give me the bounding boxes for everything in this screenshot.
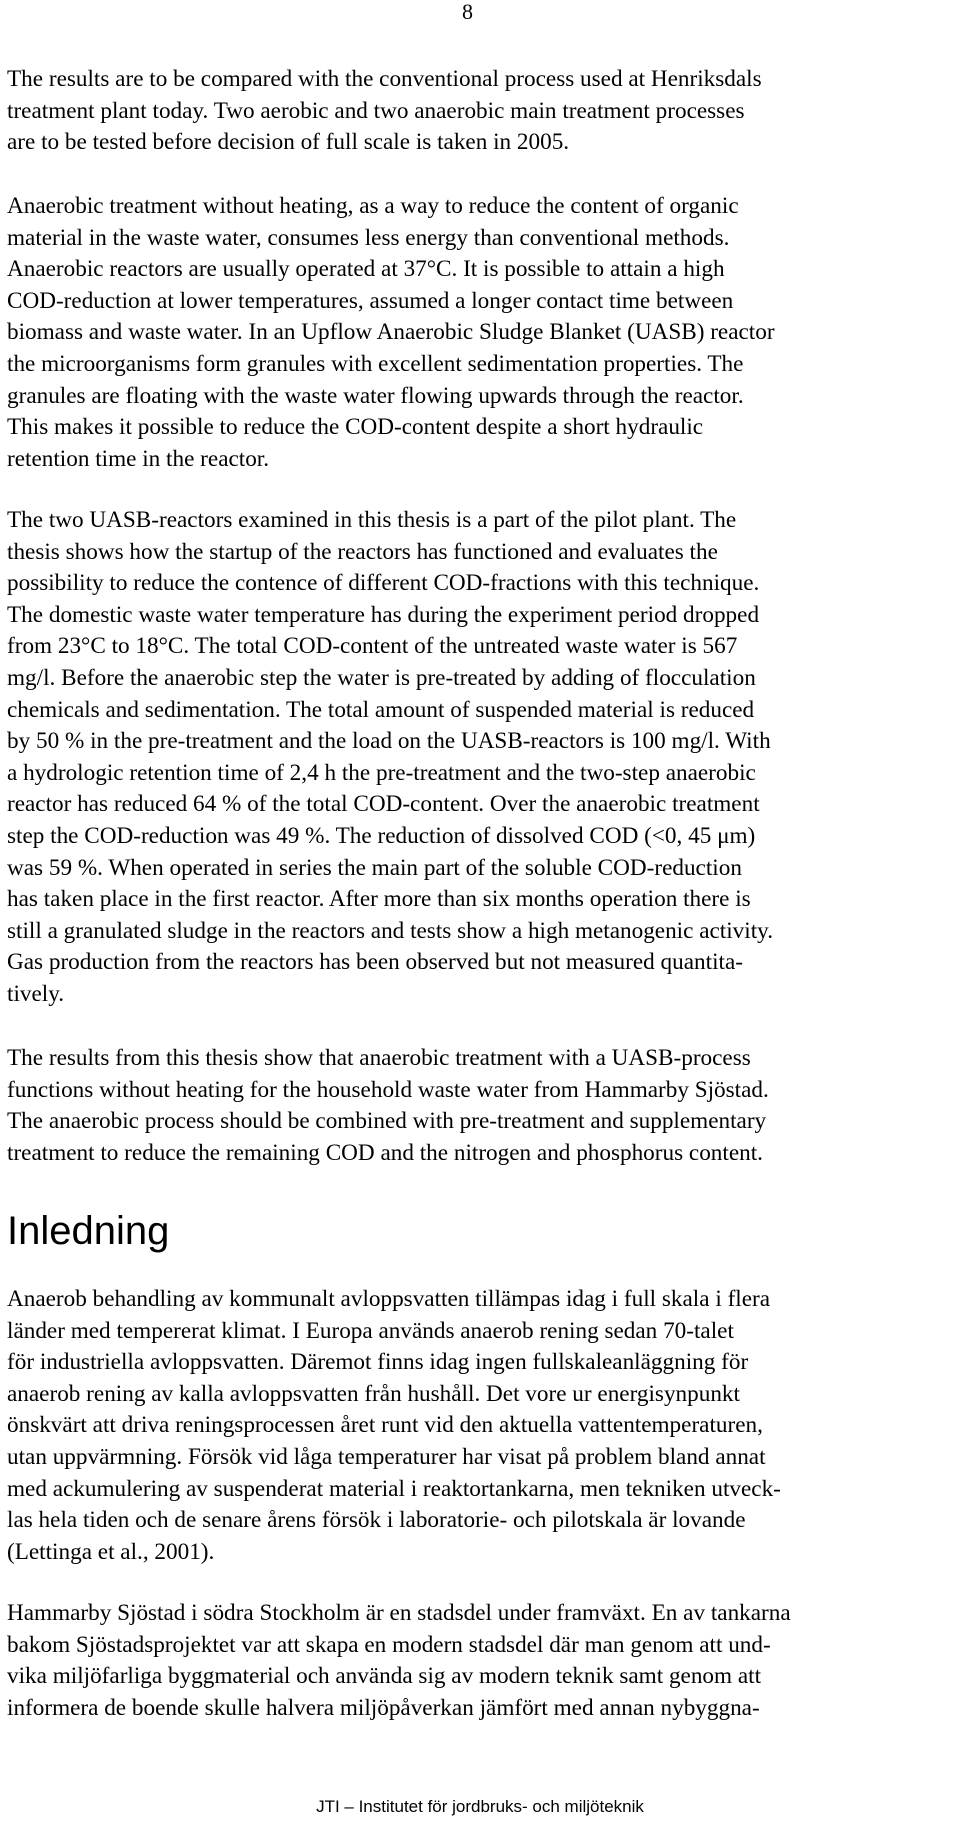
text-line: Anaerob behandling av kommunalt avloppsvatten tillämpas idag i full skala i flera	[7, 1286, 771, 1312]
text-line: tively.	[7, 980, 65, 1007]
text-line: The two UASB-reactors examined in this thesis is a part of the pilot plant. The	[7, 507, 737, 533]
text-line: chemicals and sedimentation. The total amount of suspended material is reduced	[7, 696, 755, 723]
text-line: treatment to reduce the remaining COD and the nitrogen and phosphorus content.	[7, 1139, 763, 1166]
page-number: 8	[462, 0, 473, 24]
text-line: was 59 %. When operated in series the main part of the soluble COD-reduction	[7, 854, 742, 881]
text-line: informera de boende skulle halvera miljöpåverkan jämfört med annan nybyggna-	[7, 1694, 760, 1721]
paragraph-results-comparison	[7, 64, 957, 159]
text-line: from 23°C to 18°C. The total COD-content of the untreated waste water is 567	[7, 633, 738, 660]
text-line: mg/l. Before the anaerobic step the water is pre-treated by adding of flocculation	[7, 664, 756, 691]
text-line: (Lettinga et al., 2001).	[7, 1538, 215, 1565]
text-line: Anaerobic reactors are usually operated at 37°C. It is possible to attain a high	[7, 256, 725, 283]
text-line: are to be tested before decision of full scale is taken in 2005.	[7, 129, 570, 156]
text-line: step the COD-reduction was 49 %. The reduction of dissolved COD (<0, 45 μm)	[7, 822, 756, 849]
text-line: las hela tiden och de senare årens försök i laboratorie- och pilotskala är lovande	[7, 1507, 746, 1534]
text-line: The results from this thesis show that anaerobic treatment with a UASB-process	[7, 1045, 751, 1071]
text-line: The anaerobic process should be combined with pre-treatment and supplementary	[7, 1108, 767, 1135]
text-line: The results are to be compared with the conventional process used at Henriksdals	[7, 66, 762, 92]
text-line: COD-reduction at lower temperatures, assumed a longer contact time between	[7, 287, 734, 314]
text-line: Anaerobic treatment without heating, as a way to reduce the content of organic	[7, 193, 739, 219]
paragraph-hammarby-sjostad	[7, 1598, 957, 1724]
paragraph-thesis-results	[7, 1043, 957, 1169]
text-line: granules are floating with the waste water flowing upwards through the reactor.	[7, 382, 744, 409]
text-line: functions without heating for the household waste water from Hammarby Sjöstad.	[7, 1076, 769, 1103]
text-line: thesis shows how the startup of the reactors has functioned and evaluates the	[7, 538, 718, 565]
text-line: still a granulated sludge in the reactors and tests show a high metanogenic activity.	[7, 917, 774, 944]
text-line: treatment plant today. Two aerobic and two anaerobic main treatment processes	[7, 97, 745, 124]
text-line: biomass and waste water. In an Upflow Anaerobic Sludge Blanket (UASB) reactor	[7, 319, 775, 346]
text-line: This makes it possible to reduce the COD-content despite a short hydraulic	[7, 414, 704, 441]
page-footer: JTI – Institutet för jordbruks- och miljöteknik	[316, 1797, 644, 1816]
text-line: för industriella avloppsvatten. Däremot finns idag ingen fullskaleanläggning för	[7, 1349, 749, 1376]
text-line: utan uppvärmning. Försök vid låga temperaturer har visat på problem bland annat	[7, 1443, 766, 1470]
text-line: possibility to reduce the contence of different COD-fractions with this technique.	[7, 570, 760, 597]
text-line: önskvärt att driva reningsprocessen året runt vid den aktuella vattentemperaturen,	[7, 1412, 763, 1439]
section-heading: Inledning	[7, 1209, 170, 1253]
text-line: Gas production from the reactors has been observed but not measured quantita-	[7, 949, 743, 976]
text-line: by 50 % in the pre-treatment and the load on the UASB-reactors is 100 mg/l. With	[7, 728, 771, 755]
text-line: anaerob rening av kalla avloppsvatten från hushåll. Det vore ur energisynpunkt	[7, 1380, 740, 1407]
text-line: länder med tempererat klimat. I Europa används anaerob rening sedan 70-talet	[7, 1317, 734, 1344]
paragraph-anaerobic-treatment	[7, 191, 957, 475]
text-line: med ackumulering av suspenderat material i reaktortankarna, men tekniken utveck-	[7, 1475, 781, 1502]
text-line: retention time in the reactor.	[7, 445, 270, 472]
text-line: a hydrologic retention time of 2,4 h the pre-treatment and the two-step anaerobic	[7, 759, 756, 786]
text-line: reactor has reduced 64 % of the total COD-content. Over the anaerobic treatment	[7, 791, 760, 818]
text-line: Hammarby Sjöstad i södra Stockholm är en stadsdel under framväxt. En av tankarna	[7, 1600, 791, 1626]
text-line: vika miljöfarliga byggmaterial och använda sig av modern teknik samt genom att	[7, 1663, 762, 1690]
text-line: the microorganisms form granules with excellent sedimentation properties. The	[7, 350, 744, 377]
text-line: bakom Sjöstadsprojektet var att skapa en modern stadsdel där man genom att und-	[7, 1631, 771, 1658]
text-line: material in the waste water, consumes less energy than conventional methods.	[7, 224, 730, 251]
paragraph-uasb-reactors	[7, 505, 957, 1011]
text-line: The domestic waste water temperature has during the experiment period dropped	[7, 601, 760, 628]
text-line: has taken place in the first reactor. After more than six months operation there is	[7, 886, 751, 913]
paragraph-anaerob-behandling	[7, 1284, 957, 1568]
